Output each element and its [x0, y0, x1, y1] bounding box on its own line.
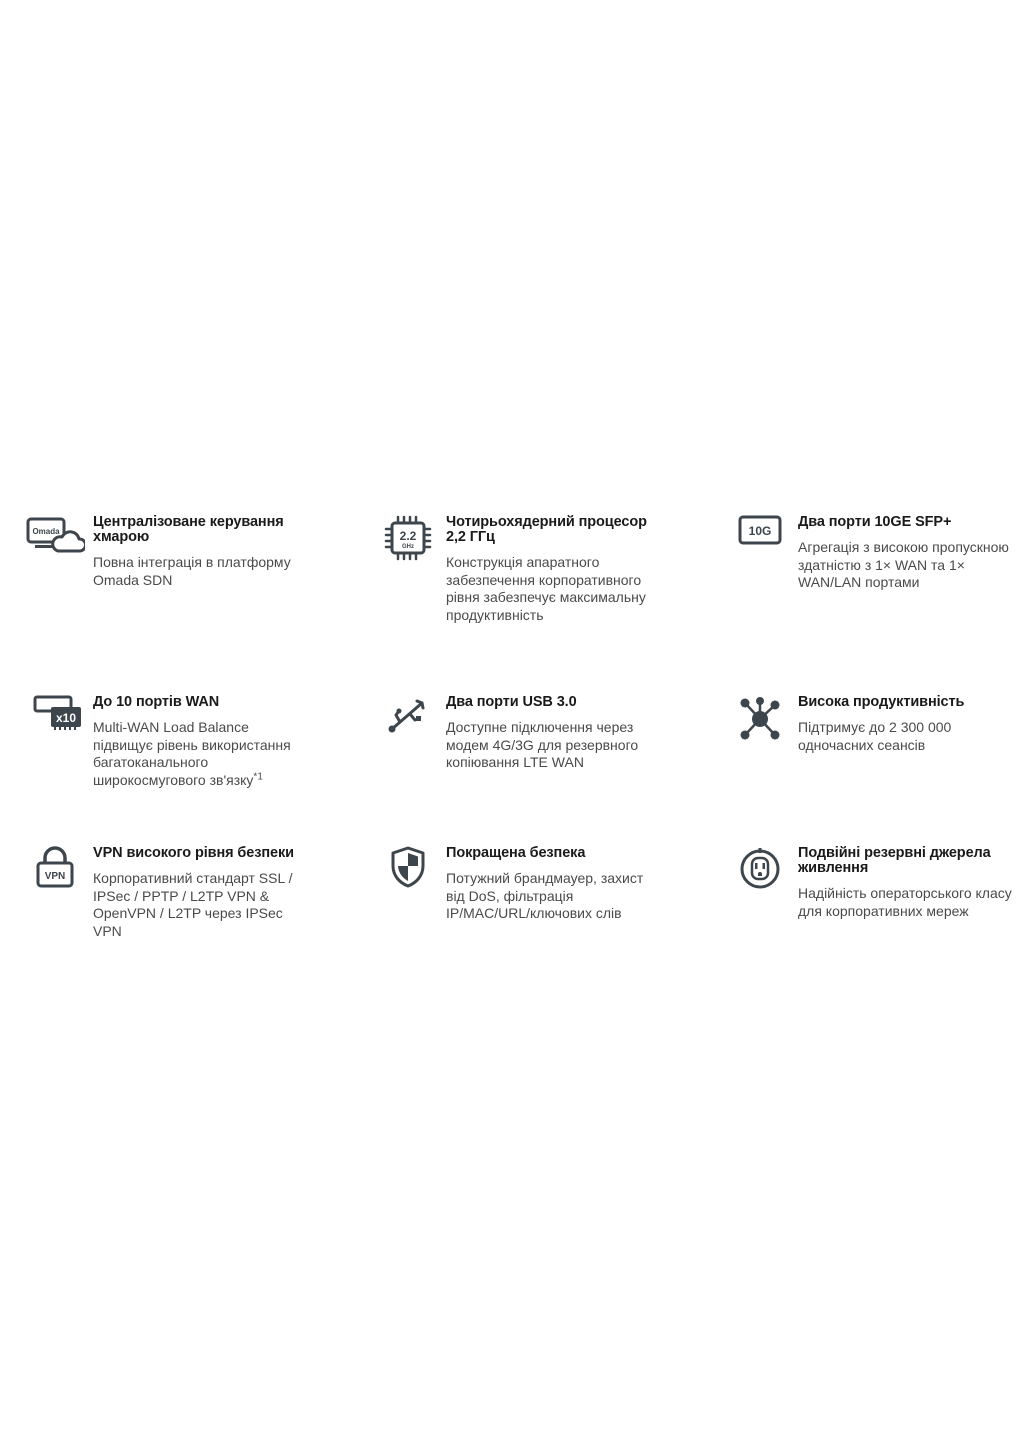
feature-title: До 10 портів WAN [93, 694, 220, 710]
feature-cpu [378, 515, 661, 624]
footnote-marker: *1 [253, 770, 263, 782]
feature-power [730, 846, 1013, 920]
svg-text:VPN: VPN [44, 871, 66, 882]
feature-desc: Конструкція апаратного забезпечення корпоративного рівня забезпечує максимальну продуктивність [446, 554, 646, 623]
feature-cloud-management [25, 515, 308, 589]
feature-title: Два порти 10GE SFP+ [798, 514, 952, 530]
svg-text:10G: 10G [748, 524, 772, 538]
feature-desc [93, 719, 308, 789]
feature-desc: Доступне підключення через модем 4G/3G для резервного копіювання LTE WAN [446, 719, 639, 770]
feature-desc: Повна інтеграція в платформу Omada SDN [93, 554, 291, 588]
feature-wan-ports [25, 695, 308, 789]
feature-title: Висока продуктивність [798, 694, 965, 710]
feature-desc: Корпоративний стандарт SSL / IPSec / PPTP / L2TP VPN & OpenVPN / L2TP через IPSec VPN [93, 870, 293, 939]
feature-title: Централізоване керування хмарою [93, 514, 284, 545]
feature-usb [378, 695, 661, 772]
shield-icon [378, 846, 438, 894]
feature-title: VPN високого рівня безпеки [93, 845, 294, 861]
feature-title: Два порти USB 3.0 [446, 694, 577, 710]
feature-vpn [25, 846, 308, 940]
svg-text:Omada: Omada [32, 527, 60, 536]
feature-desc: Надійність операторського класу для корпоративних мереж [798, 885, 1012, 919]
feature-desc: Агрегація з високою пропускною здатністю з 1× WAN та 1× WAN/LAN портами [798, 539, 1009, 590]
network-hub-icon [730, 695, 790, 743]
feature-desc-text: Multi-WAN Load Balance підвищує рівень використання багатоканального широкосмугового зв'язку [93, 719, 291, 788]
sfp-10g-icon [730, 515, 790, 563]
svg-text:GHz: GHz [402, 544, 414, 550]
feature-title: Чотирьохядерний процесор 2,2 ГГц [446, 514, 647, 545]
power-outlet-icon [730, 846, 790, 894]
feature-title: Покращена безпека [446, 845, 586, 861]
cpu-chip-icon [378, 515, 438, 563]
feature-desc: Потужний брандмауер, захист від DoS, фільтрація IP/MAC/URL/ключових слів [446, 870, 644, 921]
svg-text:2.2: 2.2 [399, 529, 417, 543]
svg-text:x10: x10 [55, 711, 77, 725]
feature-security [378, 846, 661, 923]
feature-performance [730, 695, 1013, 754]
feature-title: Подвійні резервні джерела живлення [798, 845, 991, 876]
feature-desc: Підтримує до 2 300 000 одночасних сеансів [798, 719, 952, 753]
vpn-lock-icon [25, 846, 85, 894]
feature-sfp-ports [730, 515, 1013, 592]
usb-icon [378, 695, 438, 743]
omada-cloud-icon [25, 515, 85, 563]
wan-ports-icon [25, 695, 85, 743]
